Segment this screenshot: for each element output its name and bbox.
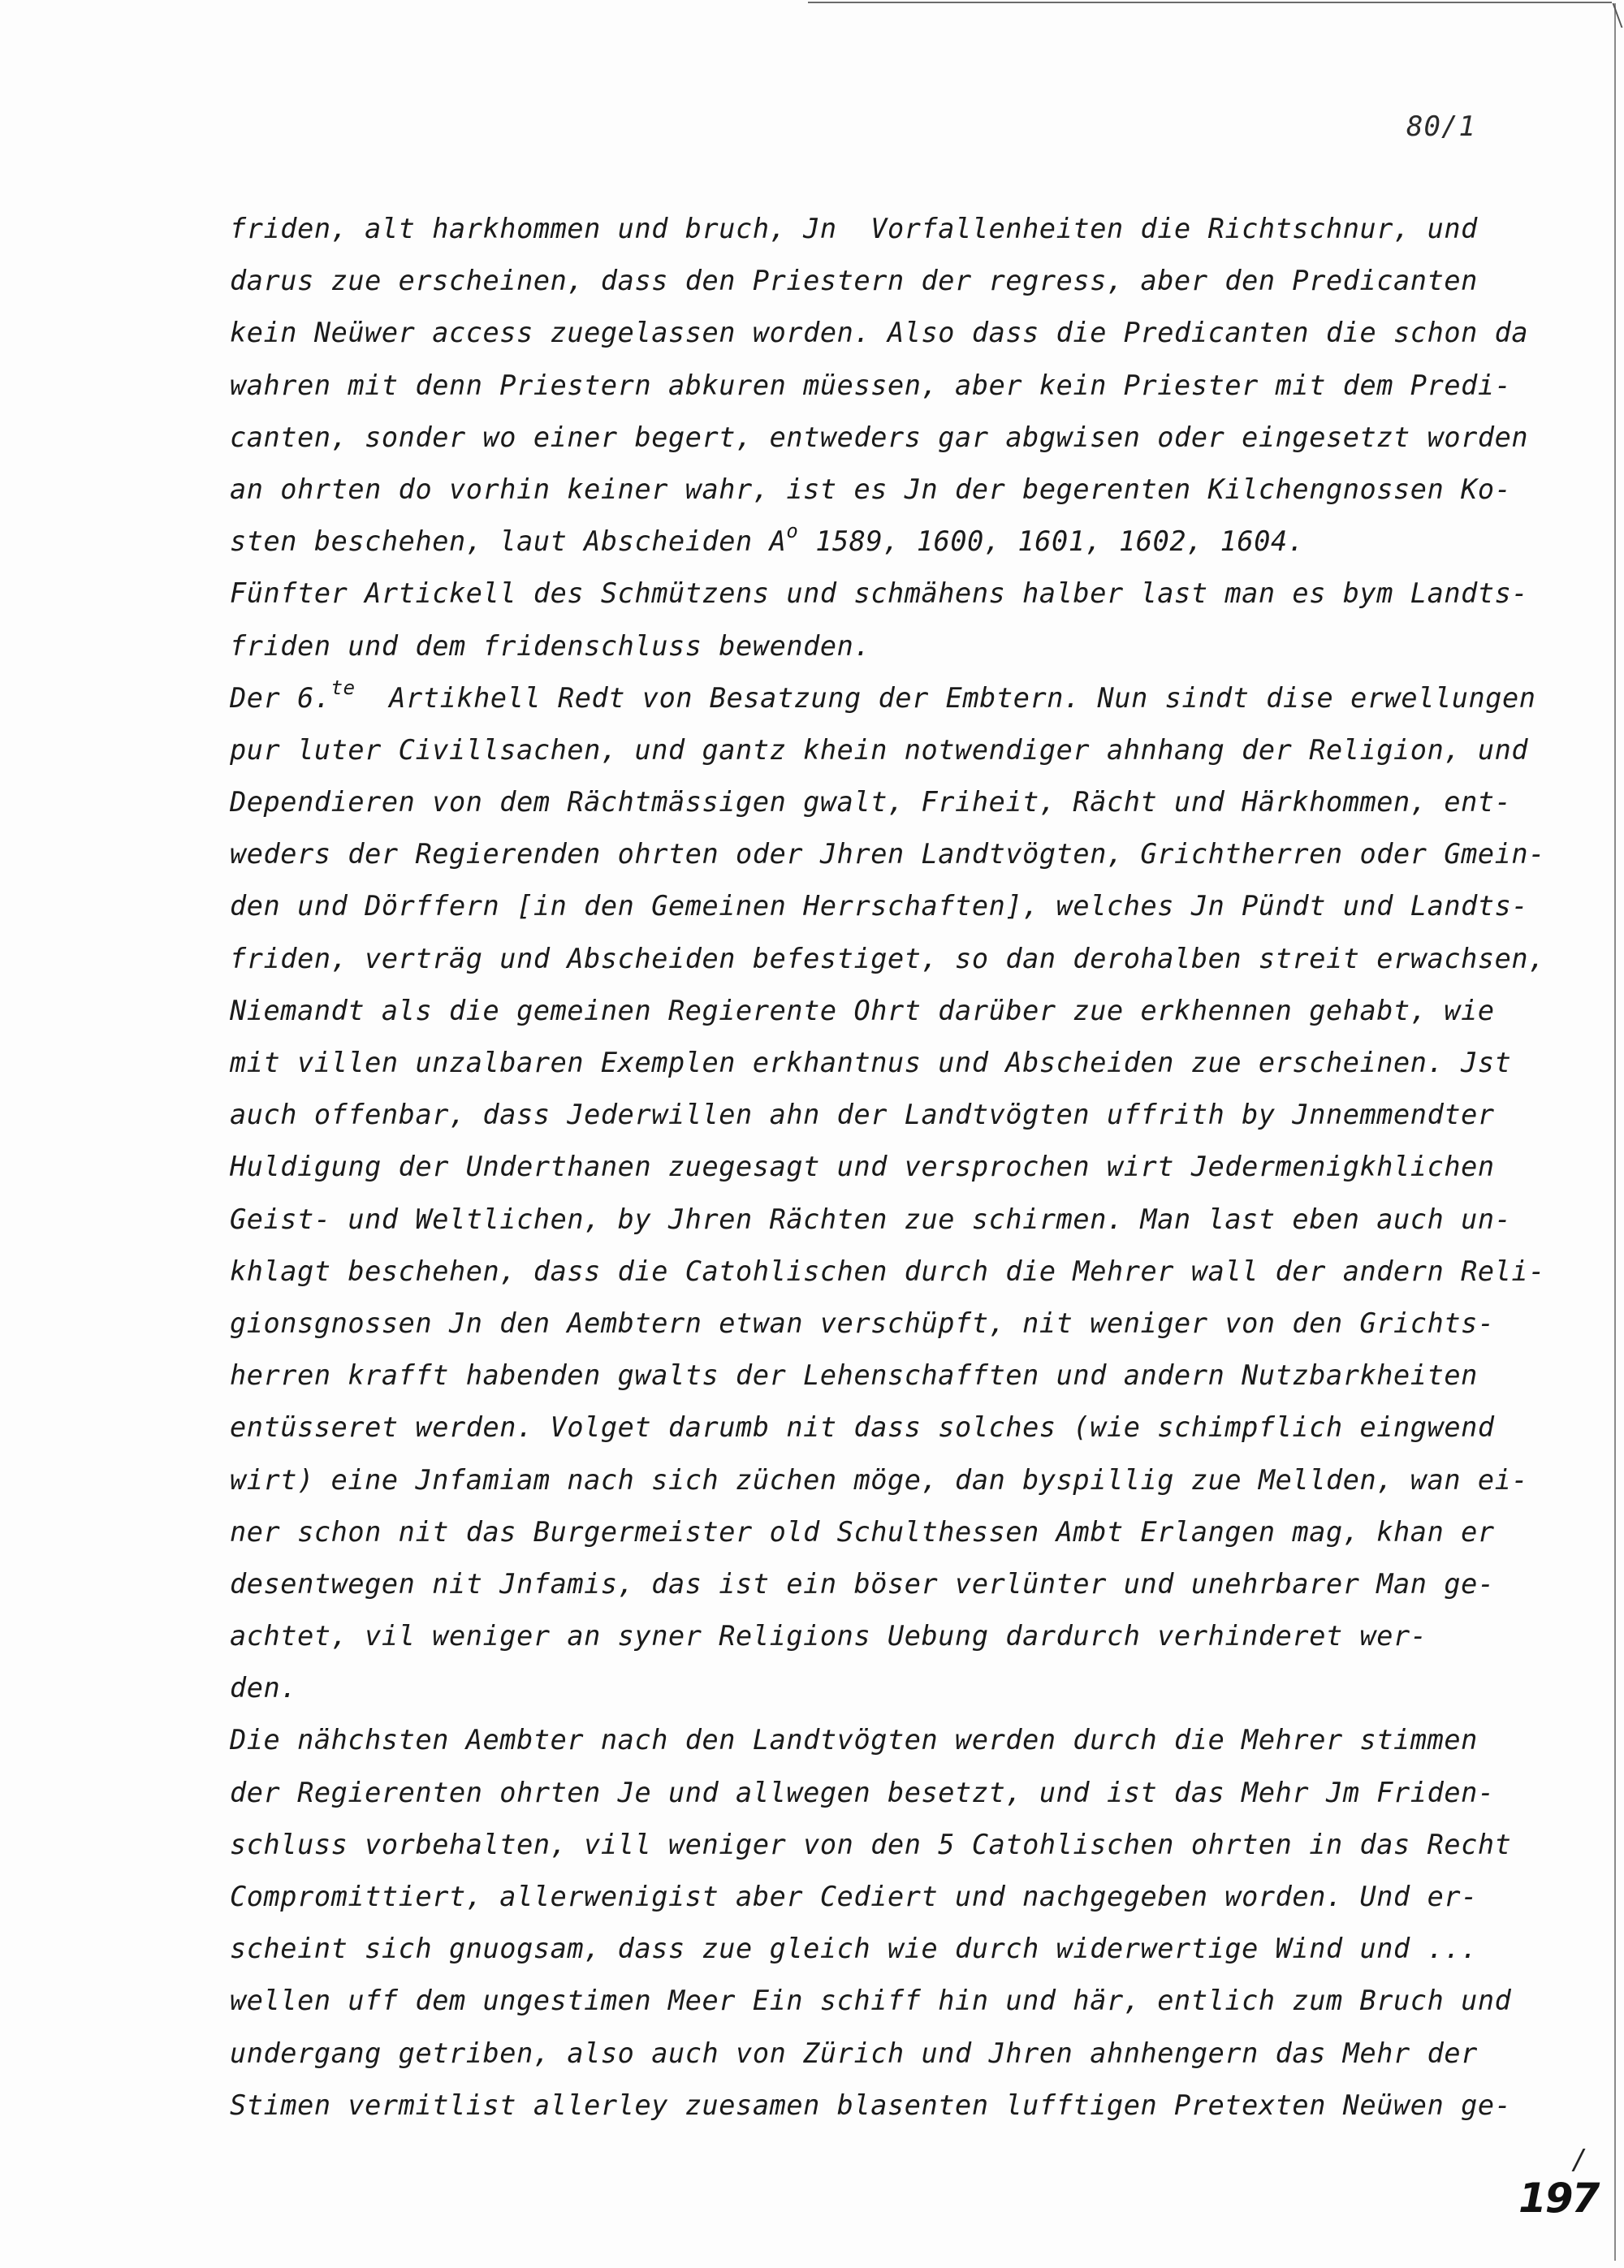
text-line bbox=[230, 672, 1536, 724]
text-line-main: friden, verträg und Abscheiden befestiget, so dan derohalben streit erwachsen, bbox=[230, 942, 1545, 974]
text-line bbox=[230, 516, 1497, 568]
text-line-main: darus zue erscheinen, dass den Priestern der regress, aber den Predicanten bbox=[230, 265, 1478, 297]
text-line-main: den. bbox=[230, 1672, 298, 1704]
text-line-main: wirt) eine Jnfamiam nach sich züchen möge, dan byspillig zue Mellden, wan ei- bbox=[230, 1463, 1529, 1496]
text-line bbox=[230, 1089, 1497, 1141]
text-line-main: auch offenbar, dass Jederwillen ahn der Landtvögten uffrith by Jnnemmendter bbox=[230, 1099, 1495, 1131]
text-line-main: achtet, vil weniger an syner Religions Uebung dardurch verhinderet wer- bbox=[230, 1620, 1427, 1652]
text-line bbox=[230, 880, 1529, 932]
page-number: 80/1 bbox=[1406, 110, 1476, 143]
text-line-main: Niemandt als die gemeinen Regierente Ohrt darüber zue erkhennen gehabt, wie bbox=[230, 994, 1495, 1026]
text-line bbox=[230, 1662, 1497, 1714]
text-line-main: Compromittiert, allerwenigist aber Cediert und nachgegeben worden. Und er- bbox=[230, 1881, 1478, 1912]
handwritten-tick: / bbox=[1574, 2144, 1583, 2176]
text-line-main: gionsgnossen Jn den Aembtern etwan verschüpft, nit weniger von den Grichts- bbox=[230, 1307, 1495, 1339]
text-line-main: entüsseret werden. Volget darumb nit dass solches (wie schimpflich eingwend bbox=[230, 1411, 1495, 1444]
text-line-main: undergang getriben, also auch von Zürich und Jhren ahnhengern das Mehr der bbox=[230, 2037, 1478, 2069]
text-line-main: Stimen vermitlist allerley zuesamen blasenten lufftigen Pretexten Neüwen ge- bbox=[230, 2089, 1512, 2121]
text-line bbox=[230, 985, 1497, 1037]
superscript: o bbox=[786, 520, 799, 543]
text-line-main: canten, sonder wo einer begert, entweders gar abgwisen oder eingesetzt worden bbox=[230, 421, 1529, 453]
text-line-main: Fünfter Artickell des Schmützens und schmähens halber last man es bym Landts- bbox=[230, 577, 1529, 610]
text-line bbox=[230, 724, 1529, 776]
text-line bbox=[230, 1141, 1497, 1193]
text-line bbox=[230, 2028, 1497, 2080]
text-line-main: khlagt beschehen, dass die Catohlischen durch die Mehrer wall der andern Reli- bbox=[230, 1255, 1545, 1287]
text-line bbox=[230, 828, 1545, 880]
text-line bbox=[230, 412, 1529, 464]
text-line bbox=[230, 1923, 1497, 1975]
text-line-main: Die nähchsten Aembter nach den Landtvögten werden durch die Mehrer stimmen bbox=[230, 1724, 1478, 1756]
text-line-main: der Regierenten ohrten Je und allwegen besetzt, und ist das Mehr Jm Friden- bbox=[230, 1776, 1495, 1808]
text-line-continuation: Artikhell Redt von Besatzung der Embtern. Nun sindt dise erwellungen bbox=[355, 681, 1536, 714]
text-line bbox=[230, 1558, 1497, 1610]
text-line bbox=[230, 464, 1512, 516]
scan-corner-mark bbox=[1603, 3, 1623, 28]
text-line-main: Der 6. bbox=[230, 681, 331, 714]
superscript: te bbox=[330, 676, 356, 699]
text-line bbox=[230, 1298, 1497, 1350]
text-line-main: wahren mit denn Priestern abkuren müessen, aber kein Priester mit dem Predi- bbox=[230, 369, 1512, 401]
text-line-main: Dependieren von dem Rächtmässigen gwalt, Friheit, Rächt und Härkhommen, ent- bbox=[230, 786, 1512, 819]
text-line-continuation: 1589, 1600, 1601, 1602, 1604. bbox=[798, 525, 1305, 558]
text-line bbox=[230, 620, 1497, 672]
text-line bbox=[230, 1246, 1545, 1298]
text-line bbox=[230, 255, 1497, 307]
handwritten-folio-number: 197 bbox=[1518, 2175, 1599, 2222]
text-line bbox=[230, 1871, 1497, 1923]
text-line-main: pur luter Civillsachen, und gantz khein notwendiger ahnhang der Religion, und bbox=[230, 733, 1529, 766]
text-line bbox=[230, 1194, 1512, 1246]
text-line bbox=[230, 1975, 1512, 2027]
text-line bbox=[230, 1454, 1529, 1506]
text-line-main: desentwegen nit Jnfamis, das ist ein böser verlünter und unehrbarer Man ge- bbox=[230, 1567, 1495, 1600]
text-line-main: Huldigung der Underthanen zuegesagt und versprochen wirt Jedermenigkhlichen bbox=[230, 1151, 1495, 1183]
text-line-main: mit villen unzalbaren Exemplen erkhantnus und Abscheiden zue erscheinen. Jst bbox=[230, 1047, 1512, 1078]
text-line-main: kein Neüwer access zuegelassen worden. Also dass die Predicanten die schon da bbox=[230, 317, 1529, 349]
text-line-main: herren krafft habenden gwalts der Lehenschafften und andern Nutzbarkheiten bbox=[230, 1359, 1478, 1392]
text-line-main: weders der Regierenden ohrten oder Jhren Landtvögten, Grichtherren oder Gmein- bbox=[230, 838, 1545, 870]
text-line bbox=[230, 1819, 1512, 1871]
text-line bbox=[230, 1037, 1512, 1089]
text-line-main: schluss vorbehalten, vill weniger von den 5 Catohlischen ohrten in das Recht bbox=[230, 1828, 1512, 1860]
text-line-main: an ohrten do vorhin keiner wahr, ist es Jn der begerenten Kilchengnossen Ko- bbox=[230, 473, 1512, 505]
text-line-main: scheint sich gnuogsam, dass zue gleich wie durch widerwertige Wind und ... bbox=[230, 1933, 1478, 1965]
text-line bbox=[230, 360, 1512, 412]
text-line-main: sten beschehen, laut Abscheiden A bbox=[230, 525, 787, 558]
text-line bbox=[230, 1767, 1497, 1819]
text-line-main: wellen uff dem ungestimen Meer Ein schiff hin und här, entlich zum Bruch und bbox=[230, 1985, 1512, 2017]
body-text bbox=[230, 203, 1545, 2132]
text-line-main: den und Dörffern [in den Gemeinen Herrschaften], welches Jn Pündt und Landts- bbox=[230, 890, 1529, 922]
text-line bbox=[230, 776, 1512, 828]
text-line bbox=[230, 203, 1497, 255]
text-line-main: friden und dem fridenschluss bewenden. bbox=[230, 629, 871, 662]
text-line bbox=[230, 1610, 1497, 1662]
text-line-main: Geist- und Weltlichen, by Jhren Rächten zue schirmen. Man last eben auch un- bbox=[230, 1203, 1512, 1235]
text-line-main: ner schon nit das Burgermeister old Schulthessen Ambt Erlangen mag, khan er bbox=[230, 1515, 1495, 1548]
text-line bbox=[230, 2080, 1512, 2132]
scan-edge-right bbox=[1614, 3, 1616, 2261]
text-line bbox=[230, 933, 1545, 985]
text-line bbox=[230, 1402, 1497, 1454]
text-line bbox=[230, 1350, 1497, 1402]
text-line bbox=[230, 1506, 1497, 1558]
scan-edge-top bbox=[808, 2, 1612, 3]
text-line-main: friden, alt harkhommen und bruch, Jn Vorfallenheiten die Richtschnur, und bbox=[230, 213, 1478, 244]
text-line bbox=[230, 568, 1529, 620]
text-line bbox=[230, 1714, 1497, 1766]
text-line bbox=[230, 307, 1529, 359]
